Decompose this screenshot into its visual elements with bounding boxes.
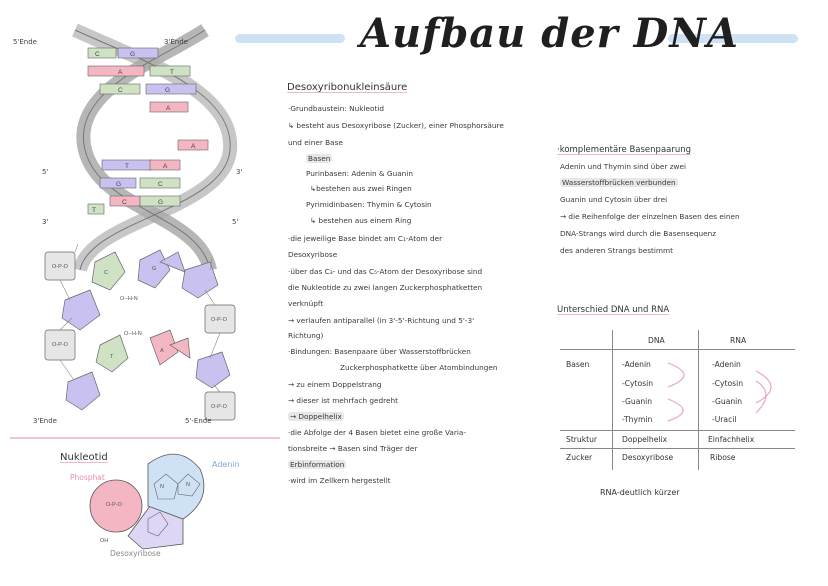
rna-base: -Cytosin [712,379,744,388]
svg-text:A: A [191,143,196,150]
text-line: ↳bestehen aus zwei Ringen [310,184,412,193]
label-3-ende-top: 3'Ende [164,38,188,46]
page-title: Aufbau der DNA [360,10,739,57]
label-5-ende-top: 5'Ende [13,38,37,46]
text-line: Basen [308,154,331,163]
col-dna: DNA [648,336,665,345]
text-line: → verlaufen antiparallel (in 3'-5'-Richtung und 5'-3' [288,316,475,325]
text-line: die Nukleotide zu zwei langen Zuckerphosphatketten [288,283,483,292]
text-line: Zuckerphosphatkette über Atombindungen [340,363,498,372]
base-label: C [95,51,100,58]
text-line: Desoxyribose [288,250,338,259]
text-line: DNA-Strangs wird durch die Basensequenz [560,229,717,238]
struktur-dna: Doppelhelix [622,435,668,444]
svg-text:O--H-N: O--H-N [120,296,138,302]
rna-note: RNA-deutlich kürzer [600,488,680,497]
text-line: ·die Abfolge der 4 Basen bietet eine große Varia- [288,428,467,437]
svg-text:A: A [160,348,164,354]
svg-text:O-P-O: O-P-O [52,264,68,270]
svg-text:T: T [170,69,174,76]
svg-text:C: C [104,270,108,276]
text-line: Pyrimidinbasen: Thymin & Cytosin [306,200,432,209]
table-vline-1 [612,330,613,470]
text-line: → Doppelhelix [290,412,342,421]
svg-text:T: T [92,207,96,214]
text-line: ↳ besteht aus Desoxyribose (Zucker), einer Phosphorsäure [288,121,504,130]
dna-base: -Cytosin [622,379,654,388]
text-line: tionsbreite → Basen sind Träger der [288,444,418,453]
svg-text:C: C [118,87,123,94]
text-line: des anderen Strangs bestimmt [560,246,673,255]
svg-text:O-P-O: O-P-O [211,317,227,323]
text-line: Richtung) [288,331,324,340]
text-line: ·Grundbaustein: Nukleotid [288,104,384,113]
text-line: → dieser ist mehrfach gedreht [288,396,398,405]
svg-text:G: G [158,199,164,206]
section-divider [10,437,280,439]
svg-text:C: C [122,199,127,206]
zucker-dna: Desoxyribose [622,453,674,462]
dna-base: -Adenin [622,360,651,369]
unterschied-heading: Unterschied DNA und RNA [557,305,670,315]
text-line: ·über das C₃- und das C₅-Atom der Desoxyribose sind [288,267,483,276]
row-zucker: Zucker [566,453,593,462]
text-line: Purinbasen: Adenin & Guanin [306,169,413,178]
svg-text:O-P-O: O-P-O [106,502,122,508]
text-line: ·Bindungen: Basenpaare über Wasserstoffbrücken [288,347,471,356]
svg-text:A: A [118,69,123,76]
adenin-label: Adenin [212,460,240,469]
col-rna: RNA [730,336,747,345]
dna-base: -Guanin [622,397,653,406]
rna-base: -Uracil [712,415,737,424]
svg-text:O--H-N: O--H-N [124,331,142,337]
desoxyribose-label: Desoxyribose [110,549,161,558]
text-line: ·wird im Zellkern hergestellt [288,476,391,485]
rna-base: -Guanin [712,397,743,406]
svg-text:O-P-O: O-P-O [211,404,227,410]
table-row-line-1 [560,430,795,431]
nukleotid-heading: Nukleotid [60,452,108,463]
row-basen: Basen [566,360,590,369]
label-3-right: 3' [236,168,243,176]
pairing-arcs [660,355,780,430]
svg-text:N: N [186,482,190,488]
svg-text:G: G [165,87,171,94]
label-5-left: 5' [42,168,49,176]
text-line: → die Reihenfolge der einzelnen Basen des einen [560,212,740,221]
text-line: ↳ bestehen aus einem Ring [310,216,412,225]
svg-text:N: N [160,484,164,490]
svg-text:T: T [110,354,114,360]
text-line: Adenin und Thymin sind über zwei [560,162,687,171]
text-line: Wasserstoffbrücken verbunden [562,178,676,187]
label-3-left: 3' [42,218,49,226]
svg-text:G: G [152,266,157,272]
svg-text:OH: OH [100,538,109,544]
text-line: ·die jeweilige Base bindet am C₁-Atom der [288,234,443,243]
dna-base: -Thymin [622,415,653,424]
table-row-line-2 [560,448,795,449]
svg-text:T: T [125,163,129,170]
row-struktur: Struktur [566,435,598,444]
desoxyribonukleinsaeure-heading: Desoxyribonukleinsäure [287,82,408,93]
svg-text:G: G [116,181,122,188]
nucleotide-diagram [88,444,218,554]
zucker-rna: Ribose [710,453,736,462]
text-line: → zu einem Doppelstrang [288,380,382,389]
label-5-ende-bottom: 5'-Ende [185,417,212,425]
svg-text:O-P-O: O-P-O [52,342,68,348]
svg-text:A: A [163,163,168,170]
svg-text:A: A [166,105,171,112]
label-3-ende-bottom: 3'Ende [33,417,57,425]
basenpaarung-heading: ·komplementäre Basenpaarung [557,145,692,155]
label-5-right: 5' [232,218,239,226]
struktur-rna: Einfachhelix [708,435,755,444]
text-line: Guanin und Cytosin über drei [560,195,668,204]
text-line: verknüpft [288,299,324,308]
phosphat-label: Phosphat [70,473,105,482]
svg-text:G: G [130,51,136,58]
rna-base: -Adenin [712,360,741,369]
text-line: Erbinformation [290,460,345,469]
text-line: und einer Base [288,138,343,147]
svg-text:C: C [158,181,163,188]
table-header-line [560,349,795,350]
